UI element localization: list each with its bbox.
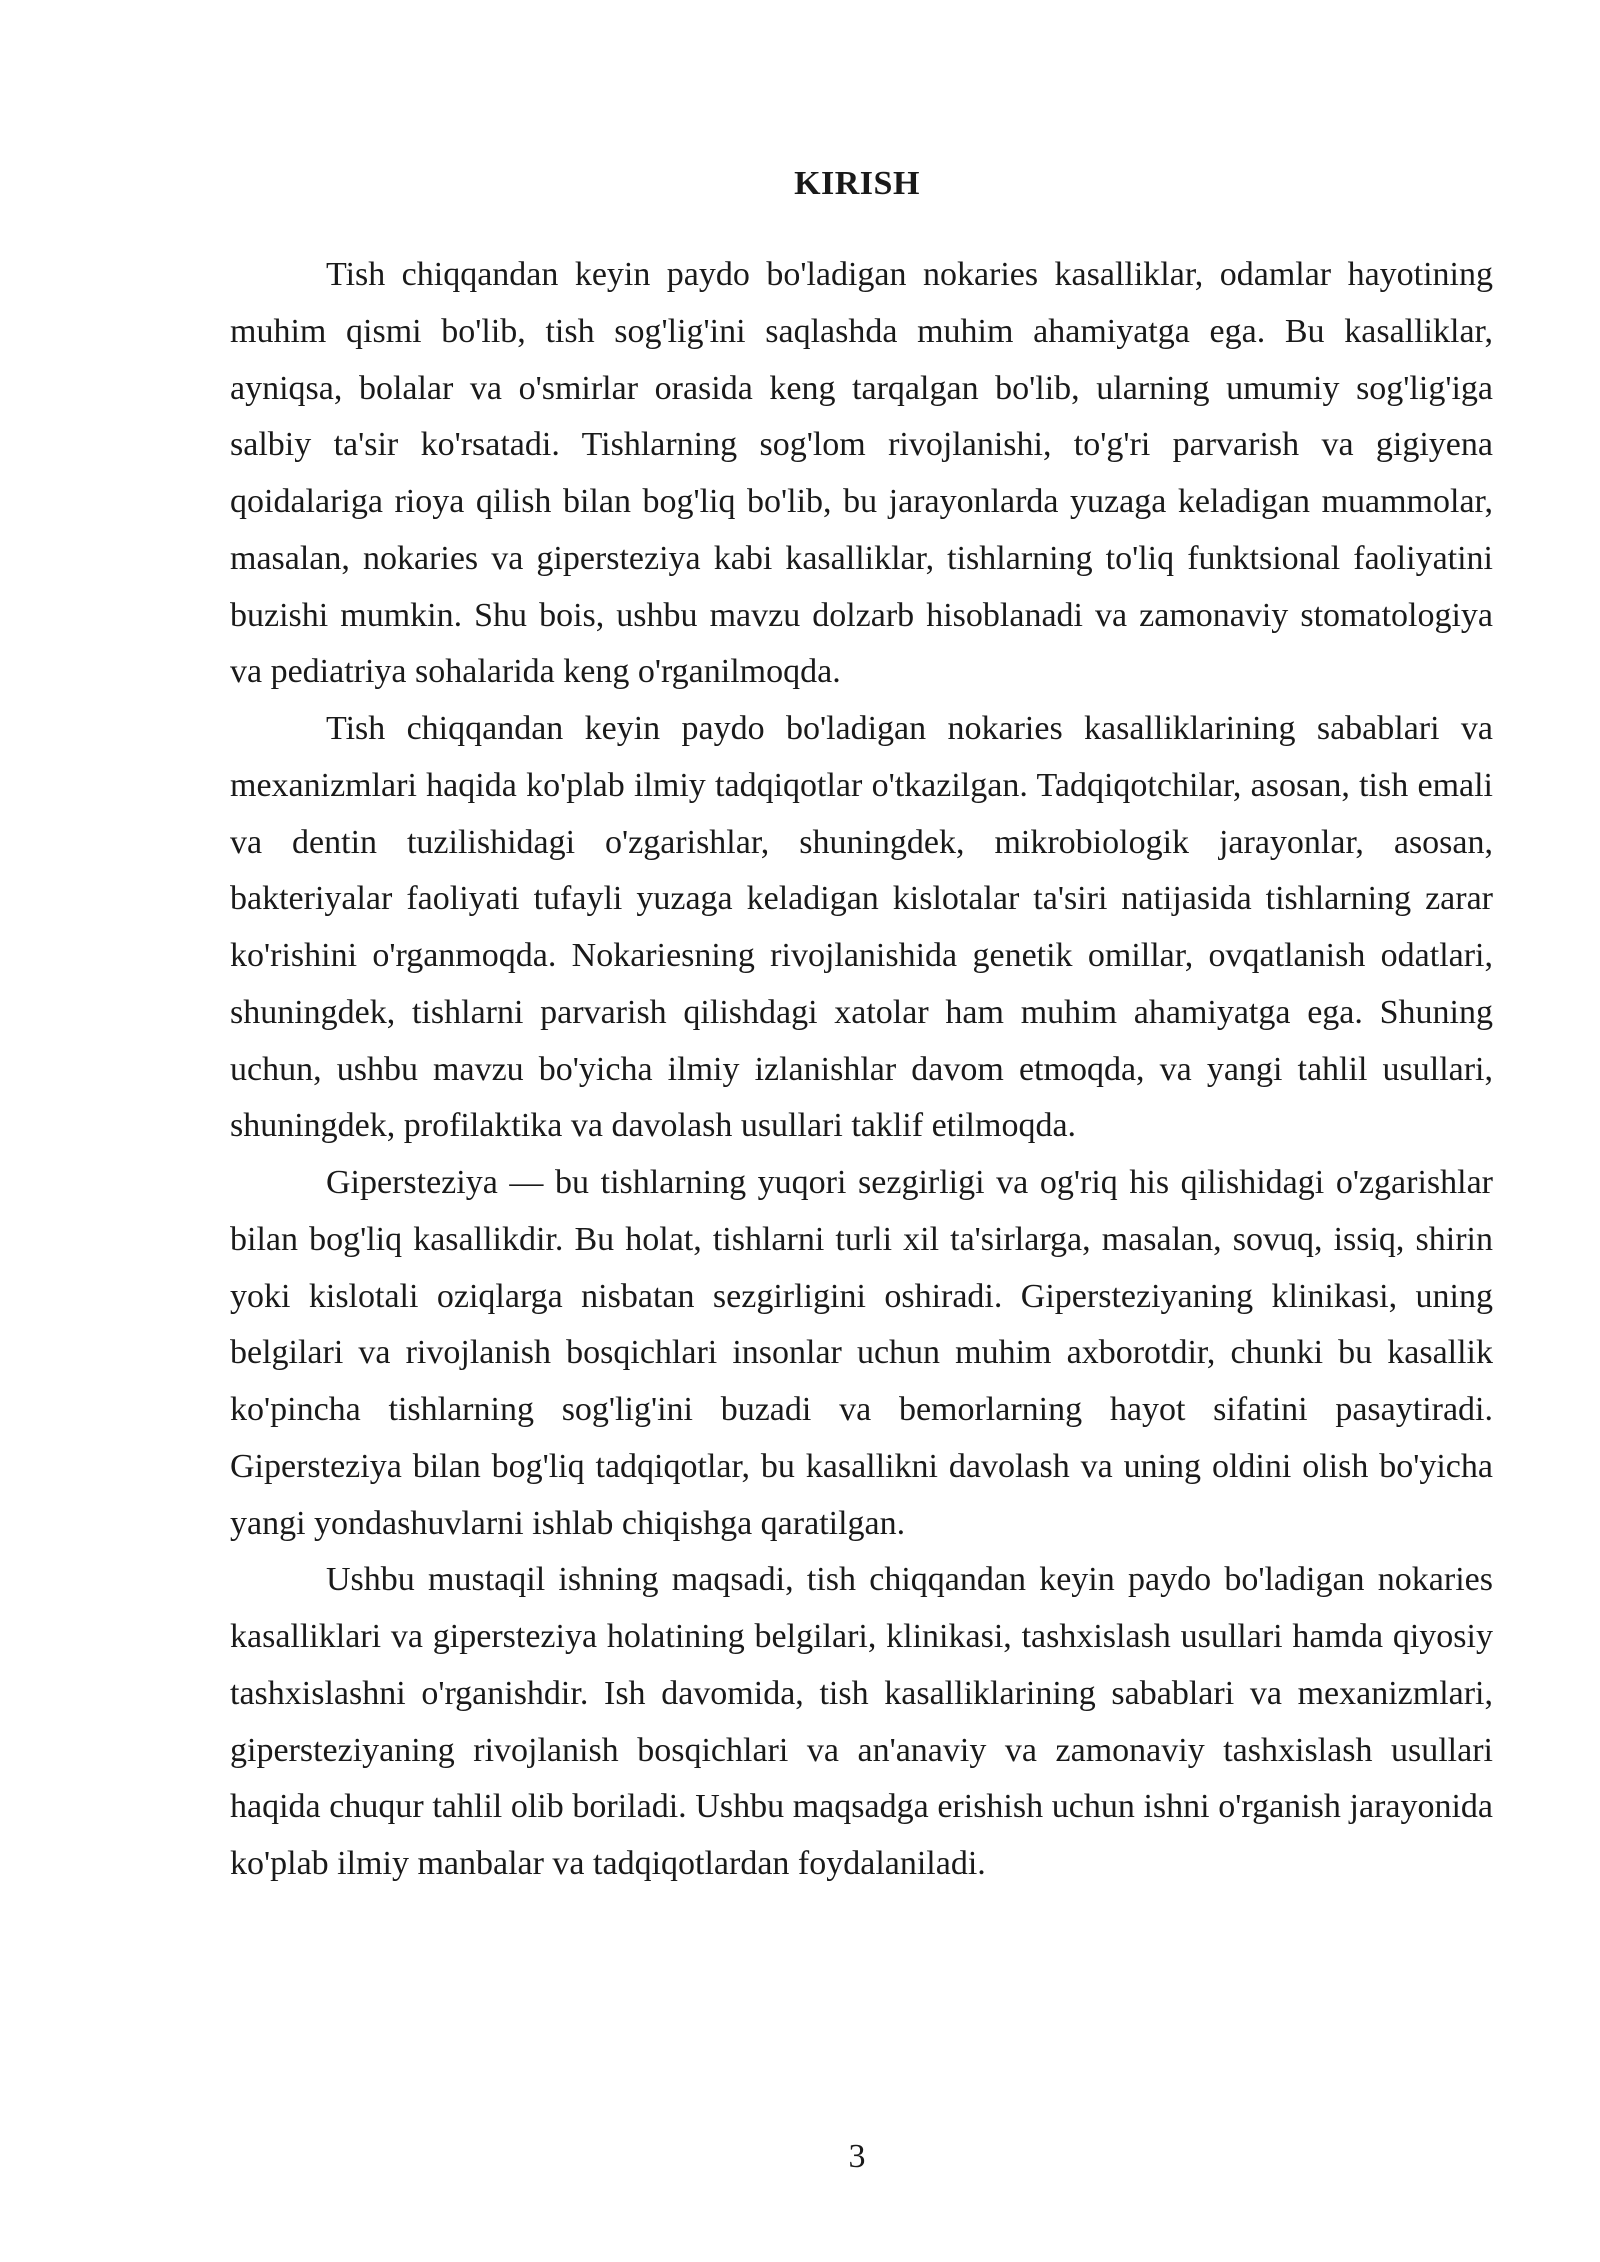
page-number: 3 (848, 2138, 866, 2175)
document-body (230, 247, 1493, 1893)
paragraph-3: Gipersteziya — bu tishlarning yuqori sezgirligi va og'riq his qilishidagi o'zgarishlar bilan bog'liq kasallikdir. Bu holat, tishlarni turli xil ta'sirlarga, masalan, sovuq, issiq, shirin yoki kislotali oziqlarga nisbatan sezgirligini oshiradi. Gipersteziyaning klinikasi, uning belgilari va rivojlanish bosqichlari insonlar uchun muhim axborotdir, chunki bu kasallik ko'pincha tishlarning sog'lig'ini buzadi va bemorlarning hayot sifatini pasaytiradi. Gipersteziya bilan bog'liq tadqiqotlar, bu kasallikni davolash va uning oldini olish bo'yicha yangi yondashuvlarni ishlab chiqishga qaratilgan. (230, 1164, 1493, 1542)
paragraph-4: Ushbu mustaqil ishning maqsadi, tish chiqqandan keyin paydo bo'ladigan nokaries kasalliklari va gipersteziya holatining belgilari, klinikasi, tashxislash usullari hamda qiyosiy tashxislashni o'rganishdir. Ish davomida, tish kasalliklarining sabablari va mexanizmlari, gipersteziyaning rivojlanish bosqichlari va an'anaviy va zamonaviy tashxislash usullari haqida chuqur tahlil olib boriladi. Ushbu maqsadga erishish uchun ishni o'rganish jarayonida ko'plab ilmiy manbalar va tadqiqotlardan foydalaniladi. (230, 1561, 1493, 1882)
page-title: KIRISH (794, 165, 920, 202)
paragraph-2: Tish chiqqandan keyin paydo bo'ladigan nokaries kasalliklarining sabablari va mexanizmlari haqida ko'plab ilmiy tadqiqotlar o'tkazilgan. Tadqiqotchilar, asosan, tish emali va dentin tuzilishidagi o'zgarishlar, shuningdek, mikrobiologik jarayonlar, asosan, bakteriyalar faoliyati tufayli yuzaga keladigan kislotalar ta'siri natijasida tishlarning zarar ko'rishini o'rganmoqda. Nokariesning rivojlanishida genetik omillar, ovqatlanish odatlari, shuningdek, tishlarni parvarish qilishdagi xatolar ham muhim ahamiyatga ega. Shuning uchun, ushbu mavzu bo'yicha ilmiy izlanishlar davom etmoqda, va yangi tahlil usullari, shuningdek, profilaktika va davolash usullari taklif etilmoqda. (230, 710, 1493, 1145)
paragraph-1: Tish chiqqandan keyin paydo bo'ladigan nokaries kasalliklar, odamlar hayotining muhim qismi bo'lib, tish sog'lig'ini saqlashda muhim ahamiyatga ega. Bu kasalliklar, ayniqsa, bolalar va o'smirlar orasida keng tarqalgan bo'lib, ularning umumiy sog'lig'iga salbiy ta'sir ko'rsatadi. Tishlarning sog'lom rivojlanishi, to'g'ri parvarish va gigiyena qoidalariga rioya qilish bilan bog'liq bo'lib, bu jarayonlarda yuzaga keladigan muammolar, masalan, nokaries va gipersteziya kabi kasalliklar, tishlarning to'liq funktsional faoliyatini buzishi mumkin. Shu bois, ushbu mavzu dolzarb hisoblanadi va zamonaviy stomatologiya va pediatriya sohalarida keng o'rganilmoqda. (230, 256, 1493, 691)
